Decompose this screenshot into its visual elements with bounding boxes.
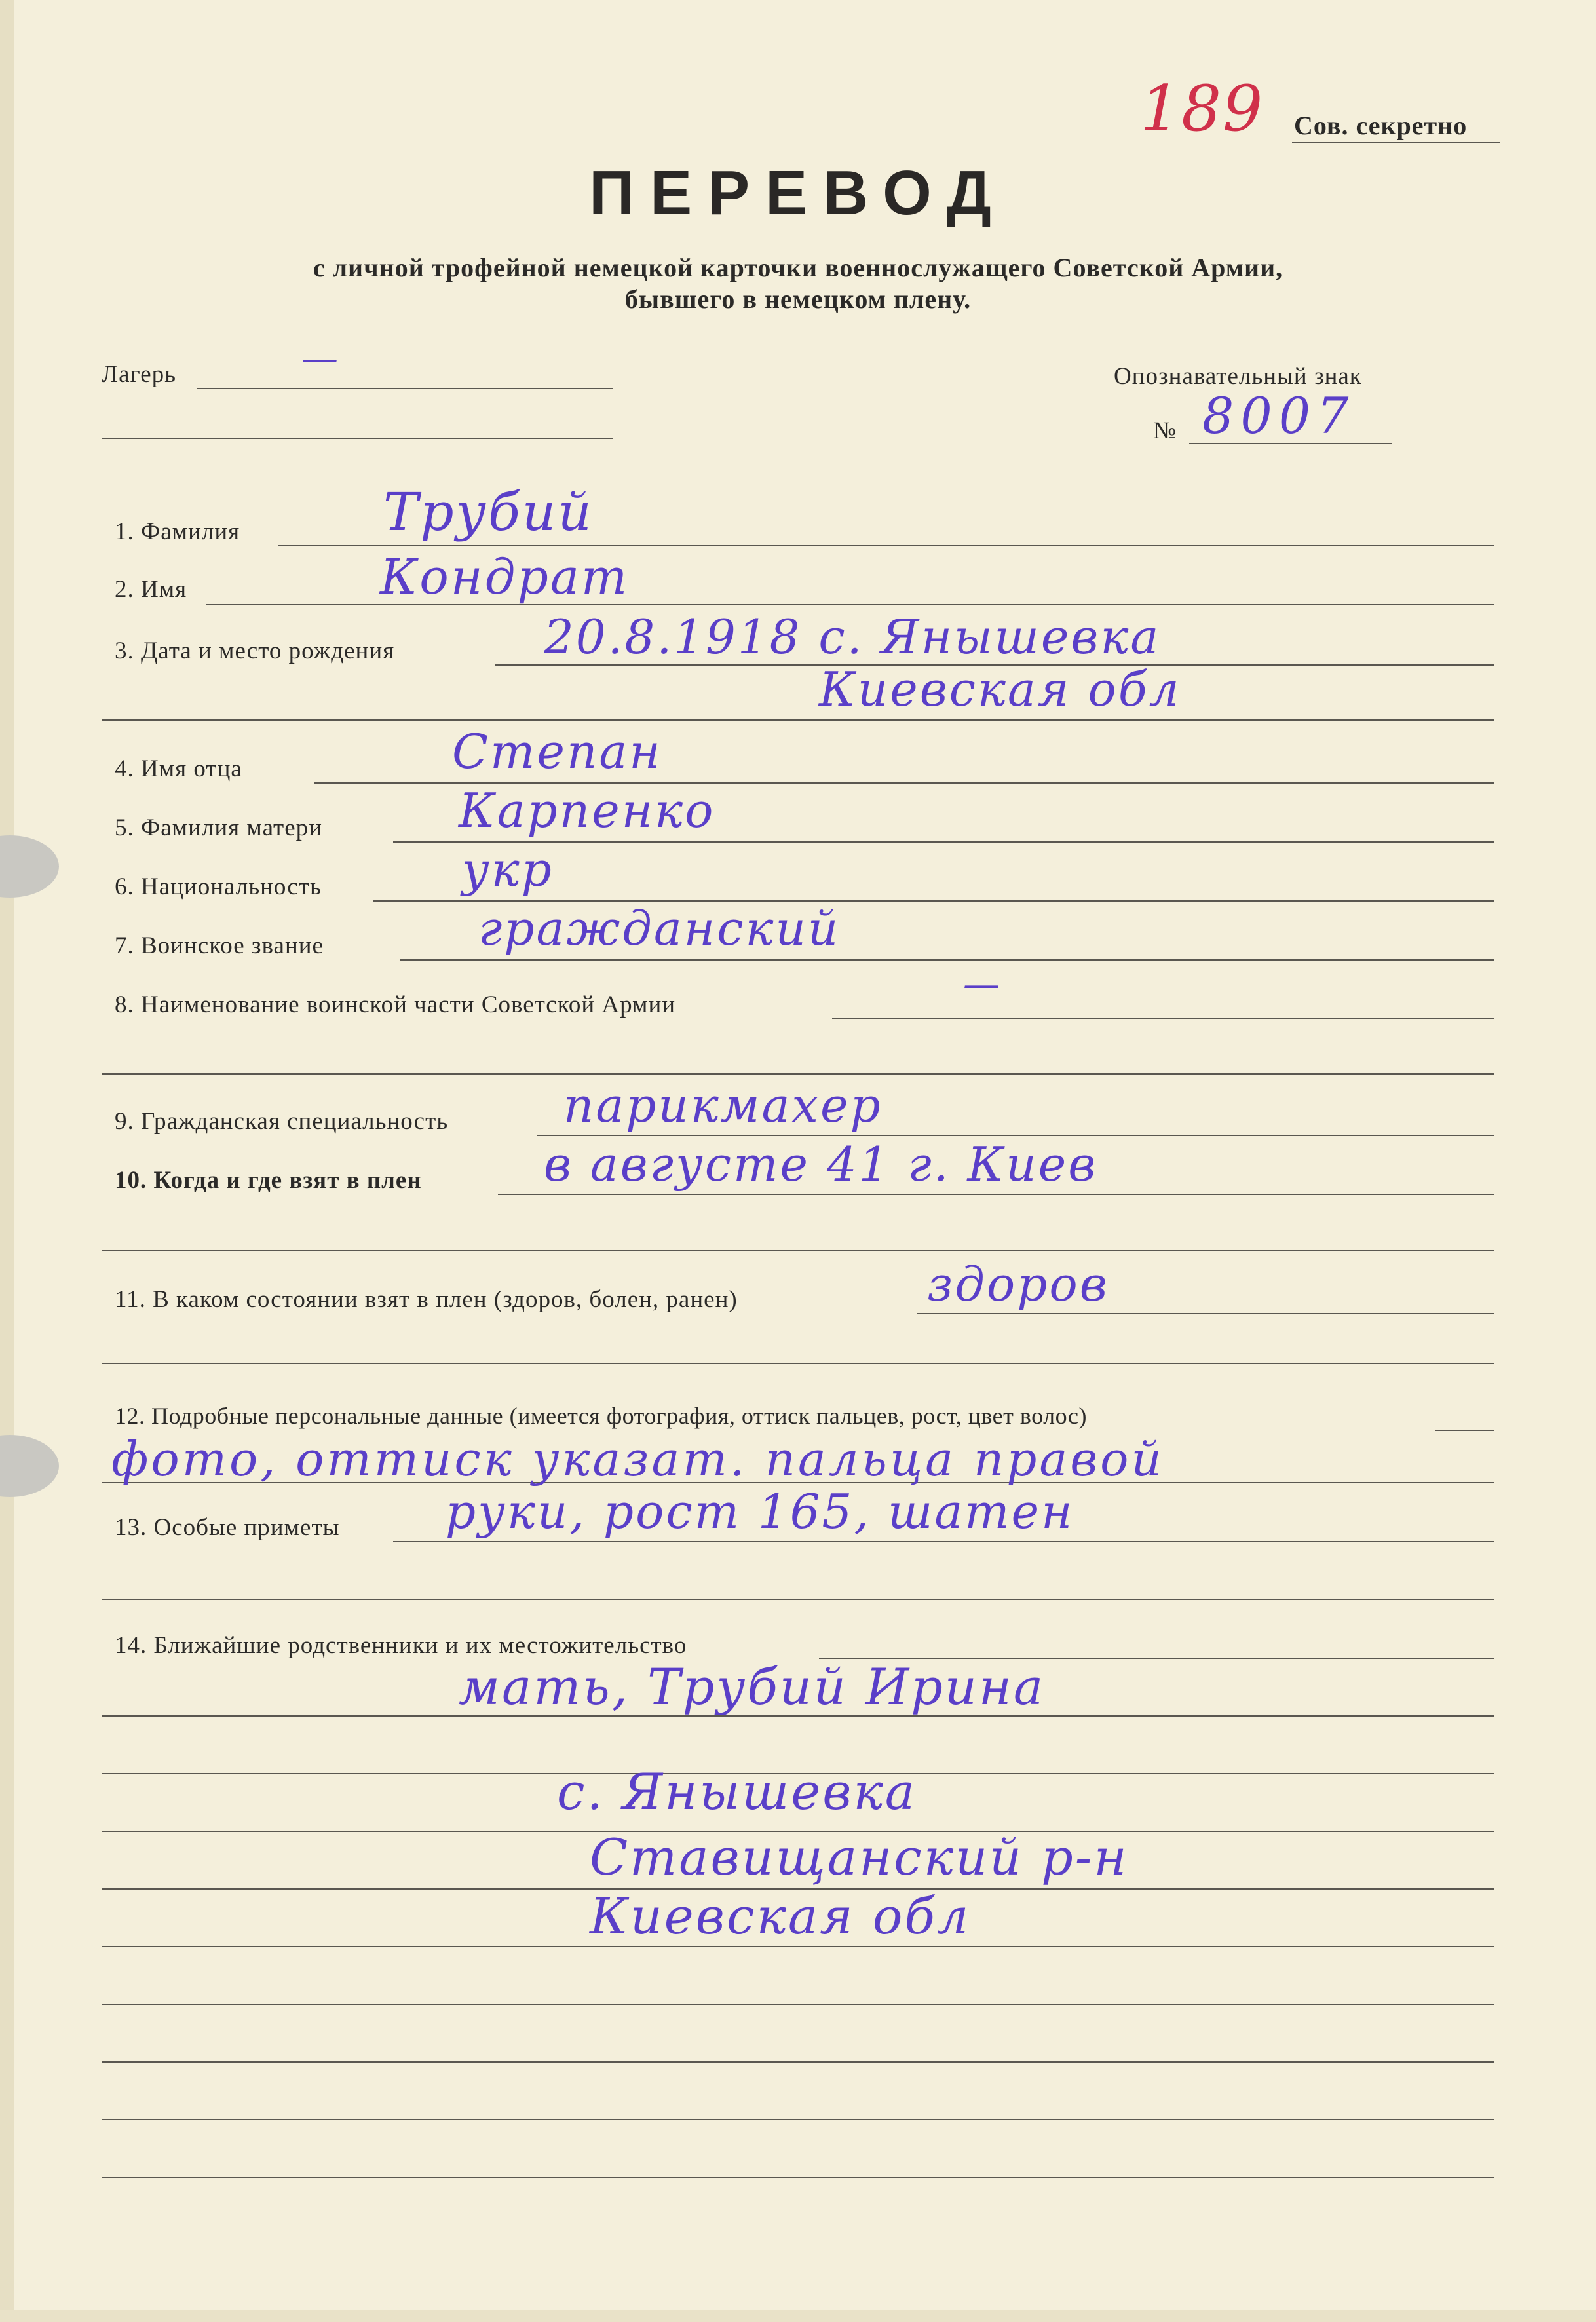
field-3-value: 20.8.1918 с. Янышевка: [544, 609, 1161, 664]
field-11-value: здоров: [927, 1257, 1109, 1312]
camp-line: [197, 388, 613, 389]
field-5-value: Карпенко: [459, 783, 715, 838]
field-14-value-4: Киевская обл: [590, 1887, 971, 1945]
field-14-value-3: Ставищанский р-н: [590, 1828, 1129, 1886]
field-8-label: 8. Наименование воинской части Советской Армии: [115, 991, 676, 1018]
camp-value: —: [301, 337, 340, 380]
field-7-line: [400, 959, 1494, 961]
field-14-value: мать, Трубий Ирина: [459, 1658, 1046, 1716]
camp-line-2: [102, 438, 613, 439]
field-13-line-2: [102, 1599, 1494, 1600]
field-14-line-10: [102, 2177, 1494, 2178]
field-2-label: 2. Имя: [115, 576, 187, 603]
field-8-value: —: [963, 963, 1002, 1006]
field-2-value: Кондрат: [380, 549, 630, 605]
field-14-line-9: [102, 2119, 1494, 2120]
field-1-line: [278, 545, 1494, 546]
camp-label: Лагерь: [102, 361, 177, 388]
field-13-label: 13. Особые приметы: [115, 1514, 340, 1541]
punch-hole-lower: [0, 1435, 59, 1497]
field-3-line-2: [102, 719, 1494, 721]
field-3-label: 3. Дата и место рождения: [115, 638, 395, 664]
field-10-line-2: [102, 1250, 1494, 1251]
field-5-label: 5. Фамилия матери: [115, 814, 322, 841]
field-14-label: 14. Ближайшие родственники и их местожительство: [115, 1632, 687, 1659]
punch-hole-upper: [0, 835, 59, 898]
field-11-label: 11. В каком состоянии взят в плен (здоров, болен, ранен): [115, 1286, 738, 1313]
field-10-label: 10. Когда и где взят в плен: [115, 1167, 422, 1194]
document-subtitle-line2: бывшего в немецком плену.: [624, 284, 972, 314]
classification-underline: [1292, 142, 1500, 143]
field-8-line-2: [102, 1073, 1494, 1075]
field-14-line-6: [102, 1946, 1494, 1947]
field-11-line: [917, 1313, 1494, 1314]
document-subtitle-line1: с личной трофейной немецкой карточки военнослужащего Советской Армии,: [313, 253, 1283, 282]
field-9-line: [537, 1135, 1494, 1136]
field-7-value: гражданский: [478, 901, 841, 956]
field-3-value-2: Киевская обл: [819, 662, 1181, 717]
field-10-value: в августе 41 г. Киев: [544, 1137, 1098, 1192]
field-14-line-8: [102, 2061, 1494, 2063]
field-14-line-7: [102, 2004, 1494, 2005]
field-5-line: [393, 841, 1494, 843]
field-13-value: руки, рост 165, шатен: [446, 1484, 1074, 1539]
field-4-value: Степан: [452, 724, 662, 779]
field-1-value: Трубий: [383, 482, 594, 542]
field-13-line: [393, 1541, 1494, 1542]
paper-edge-bottom: [0, 2310, 1596, 2322]
field-6-value: укр: [462, 842, 554, 897]
field-1-label: 1. Фамилия: [115, 518, 240, 545]
classification-stamp: Сов. секретно: [1294, 111, 1468, 140]
field-12-value: фото, оттиск указат. пальца правой: [111, 1432, 1164, 1487]
field-7-label: 7. Воинское звание: [115, 932, 324, 959]
document-title: ПЕРЕВОД: [589, 158, 1007, 228]
field-6-label: 6. Национальность: [115, 873, 322, 900]
field-14-value-2: с. Янышевка: [557, 1762, 917, 1821]
field-4-label: 4. Имя отца: [115, 755, 242, 782]
field-10-line: [498, 1194, 1494, 1195]
field-8-line: [832, 1018, 1494, 1019]
field-12-line: [1435, 1430, 1494, 1431]
id-tag-label: Опознавательный знак: [1114, 363, 1362, 390]
field-12-label: 12. Подробные персональные данные (имеется фотография, оттиск пальцев, рост, цвет волос): [115, 1403, 1087, 1429]
field-9-label: 9. Гражданская специальность: [115, 1108, 449, 1135]
paper-edge-left: [0, 0, 14, 2322]
id-tag-number-sign: №: [1153, 417, 1177, 444]
id-tag-value: 8007: [1202, 387, 1356, 445]
field-9-value: парикмахер: [563, 1078, 883, 1133]
page-number: 189: [1140, 72, 1264, 145]
field-11-line-2: [102, 1363, 1494, 1364]
